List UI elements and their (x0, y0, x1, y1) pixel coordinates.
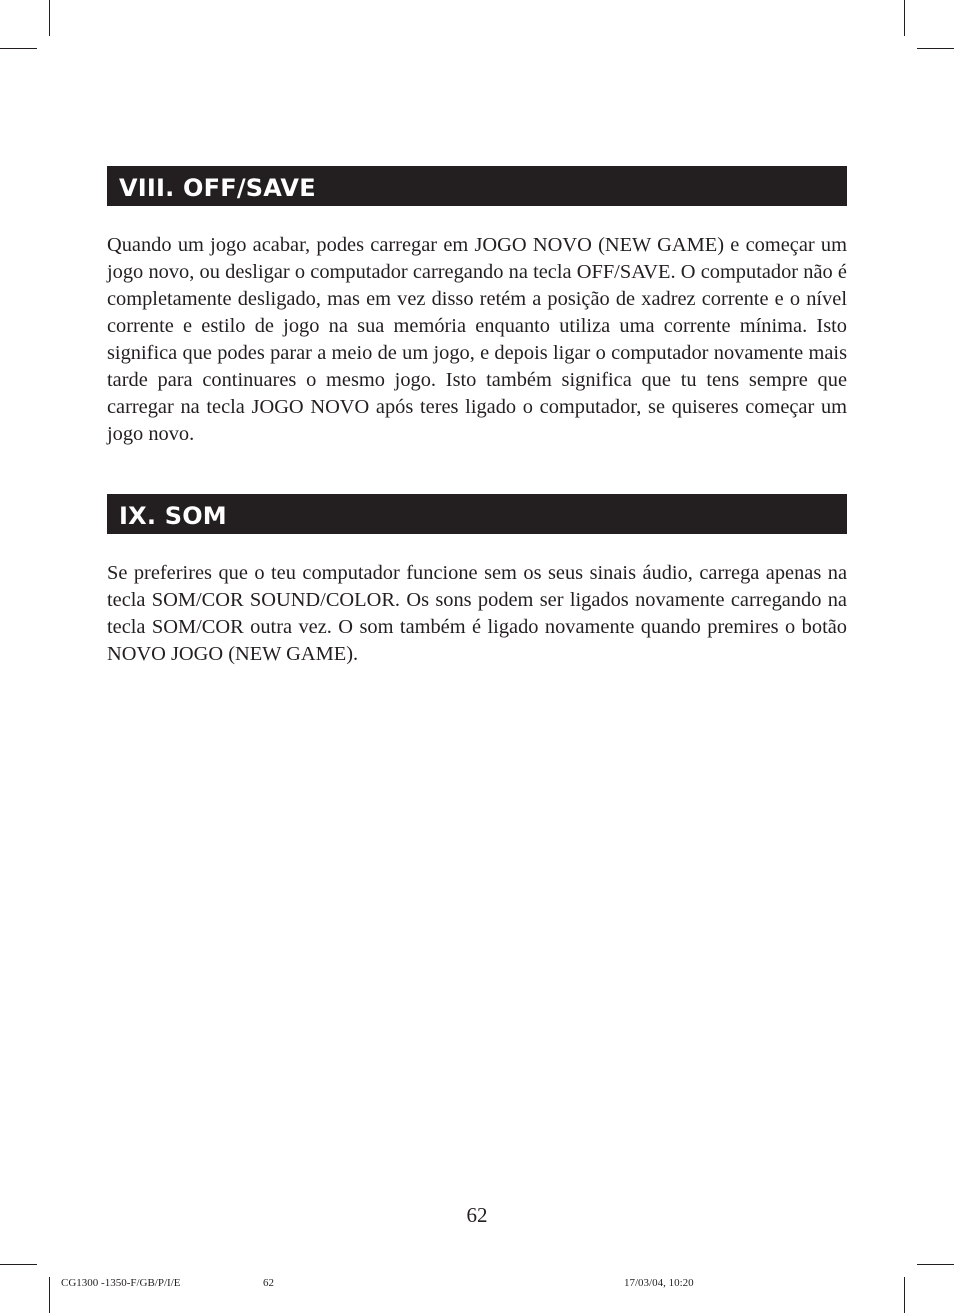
slug-page: 62 (263, 1277, 274, 1289)
section-paragraph-off-save: Quando um jogo acabar, podes carregar em JOGO NOVO (NEW GAME) e começar um jogo novo, ou desligar o computador carregando na tecla OFF/SAVE. O computador não é completamente desligado, mas em vez disso retém a posição de xadrez corrente e o nível corrente e estilo de jogo na sua memória enquanto utiliza uma corrente mínima. Isto significa que podes parar a meio de um jogo, e depois ligar o computador novamente mais tarde para continuares o mesmo jogo. Isto também significa que tu tens sempre que carregar na tecla JOGO NOVO após teres ligado o computador, se quiseres começar um jogo novo. (107, 234, 847, 445)
slug-datetime: 17/03/04, 10:20 (624, 1277, 694, 1289)
section-heading-text: IX. SOM (119, 502, 227, 530)
crop-mark-bottom-right-vertical (904, 1277, 905, 1313)
section-heading-off-save (107, 166, 847, 206)
section-paragraph-som: Se preferires que o teu computador funcione sem os seus sinais áudio, carrega apenas na tecla SOM/COR SOUND/COLOR. Os sons podem ser ligados novamente carregando na tecla SOM/COR outra vez. O som também é ligado novamente quando premires o botão NOVO JOGO (NEW GAME). (107, 562, 847, 665)
crop-mark-bottom-left-horizontal (0, 1264, 37, 1265)
crop-mark-top-left-horizontal (0, 48, 37, 49)
crop-mark-top-right-vertical (904, 0, 905, 36)
page-number: 62 (466, 1203, 488, 1227)
crop-mark-top-right-horizontal (917, 48, 954, 49)
slug-file: CG1300 -1350-F/GB/P/I/E (61, 1277, 181, 1289)
crop-mark-bottom-right-horizontal (917, 1264, 954, 1265)
crop-mark-bottom-left-vertical (49, 1277, 50, 1313)
crop-mark-top-left-vertical (49, 0, 50, 36)
section-heading-text: VIII. OFF/SAVE (119, 174, 316, 202)
section-heading-som (107, 494, 847, 534)
